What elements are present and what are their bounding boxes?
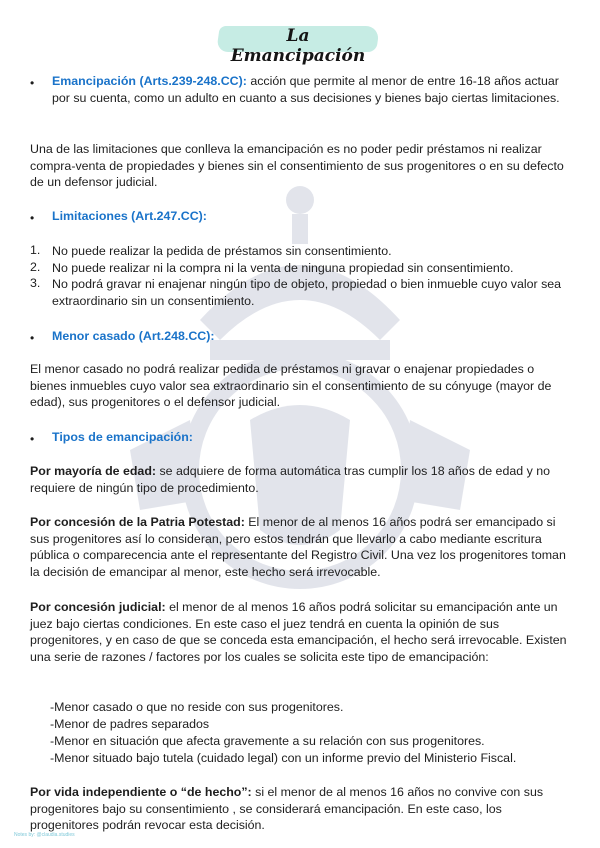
judicial-text: el menor de al menos 16 años podrá solicitar su emancipación ante un juez bajo ciertas condiciones. En este caso el juez tendrá en cuenta la opinión de sus progenitores, y en caso de que se conceda esta emancipación, el hecho será irrevocable. Existen una serie de razones / factores por los cuales se solicita este tipo de emancipación: xyxy=(30,600,567,664)
bullet-icon: • xyxy=(30,76,35,90)
list-item: No puede realizar la pedida de préstamos sin consentimiento. xyxy=(52,244,392,258)
list-number: 2. xyxy=(30,260,41,274)
list-item: No podrá gravar ni enajenar ningún tipo de objeto, propiedad o bien inmueble cuyo valor sea extraordinario sin un consentimiento. xyxy=(52,277,562,308)
list-item: No puede realizar ni la compra ni la venta de ninguna propiedad sin consentimiento. xyxy=(52,261,514,275)
bullet-icon: • xyxy=(30,211,35,225)
reason-item: -Menor de padres separados xyxy=(50,717,210,731)
limitaciones-heading: Limitaciones (Art.247.CC): xyxy=(52,209,207,223)
tipos-heading: Tipos de emancipación: xyxy=(52,430,193,444)
emancipacion-text: acción que permite al menor de entre 16-18 años actuar por su cuenta, como un adulto en cuanto a sus decisiones y bienes bajo ciertas limitaciones. xyxy=(52,74,560,105)
menor-casado-heading: Menor casado (Art.248.CC): xyxy=(52,329,215,343)
reason-item: -Menor en situación que afecta gravemente a su relación con sus progenitores. xyxy=(50,734,485,748)
reason-item: -Menor casado o que no reside con sus progenitores. xyxy=(50,700,344,714)
patria-text: El menor de al menos 16 años podrá ser emancipado si sus progenitores así lo consideran, pero estos tendrán que llevarlo a cabo mediante escritura pública o comparecencia ante el representante del Registro Civil. Una vez los progenitores toman la decisión de emancipar al menor, este hecho será irrevocable. xyxy=(30,515,566,579)
patria-label: Por concesión de la Patria Potestad: xyxy=(30,515,245,529)
page-title: La Emancipación xyxy=(230,26,366,66)
menor-casado-text: El menor casado no podrá realizar pedida de préstamos ni gravar o enajenar propiedades o bienes inmuebles cuyo valor sea extraordinario sin el consentimiento de su cónyuge (mayor de edad), sus progenitores o el defensor judicial. xyxy=(30,362,552,409)
mayoria-text: se adquiere de forma automática tras cumplir los 18 años de edad y no requiere de ningún tipo de procedimiento. xyxy=(30,464,550,495)
emancipacion-paragraph xyxy=(52,73,572,106)
bullet-icon: • xyxy=(30,432,35,446)
intro-limitaciones: Una de las limitaciones que conlleva la emancipación es no poder pedir préstamos ni realizar compra-venta de propiedades y bienes sin el consentimiento de sus progenitores o en su defecto de un defensor judicial. xyxy=(30,142,564,189)
footer-credit: Notes by: @claudia.studies xyxy=(14,832,75,838)
judicial-paragraph xyxy=(30,599,570,665)
mayoria-label: Por mayoría de edad: xyxy=(30,464,157,478)
emancipacion-heading: Emancipación (Arts.239-248.CC): xyxy=(52,74,247,88)
mayoria-paragraph xyxy=(30,463,570,496)
judicial-label: Por concesión judicial: xyxy=(30,600,166,614)
bullet-icon: • xyxy=(30,331,35,345)
title-block xyxy=(218,22,378,66)
list-number: 1. xyxy=(30,243,41,257)
list-number: 3. xyxy=(30,276,41,290)
reason-item: -Menor situado bajo tutela (cuidado legal) con un informe previo del Ministerio Fiscal. xyxy=(50,751,517,765)
hecho-paragraph xyxy=(30,784,570,834)
hecho-label: Por vida independiente o “de hecho”: xyxy=(30,785,252,799)
patria-paragraph xyxy=(30,514,570,580)
hecho-text: si el menor de al menos 16 años no convive con sus progenitores bajo su consentimiento , se considerará emancipación. En este caso, los progenitores podrán revocar esta decisión. xyxy=(30,785,544,832)
